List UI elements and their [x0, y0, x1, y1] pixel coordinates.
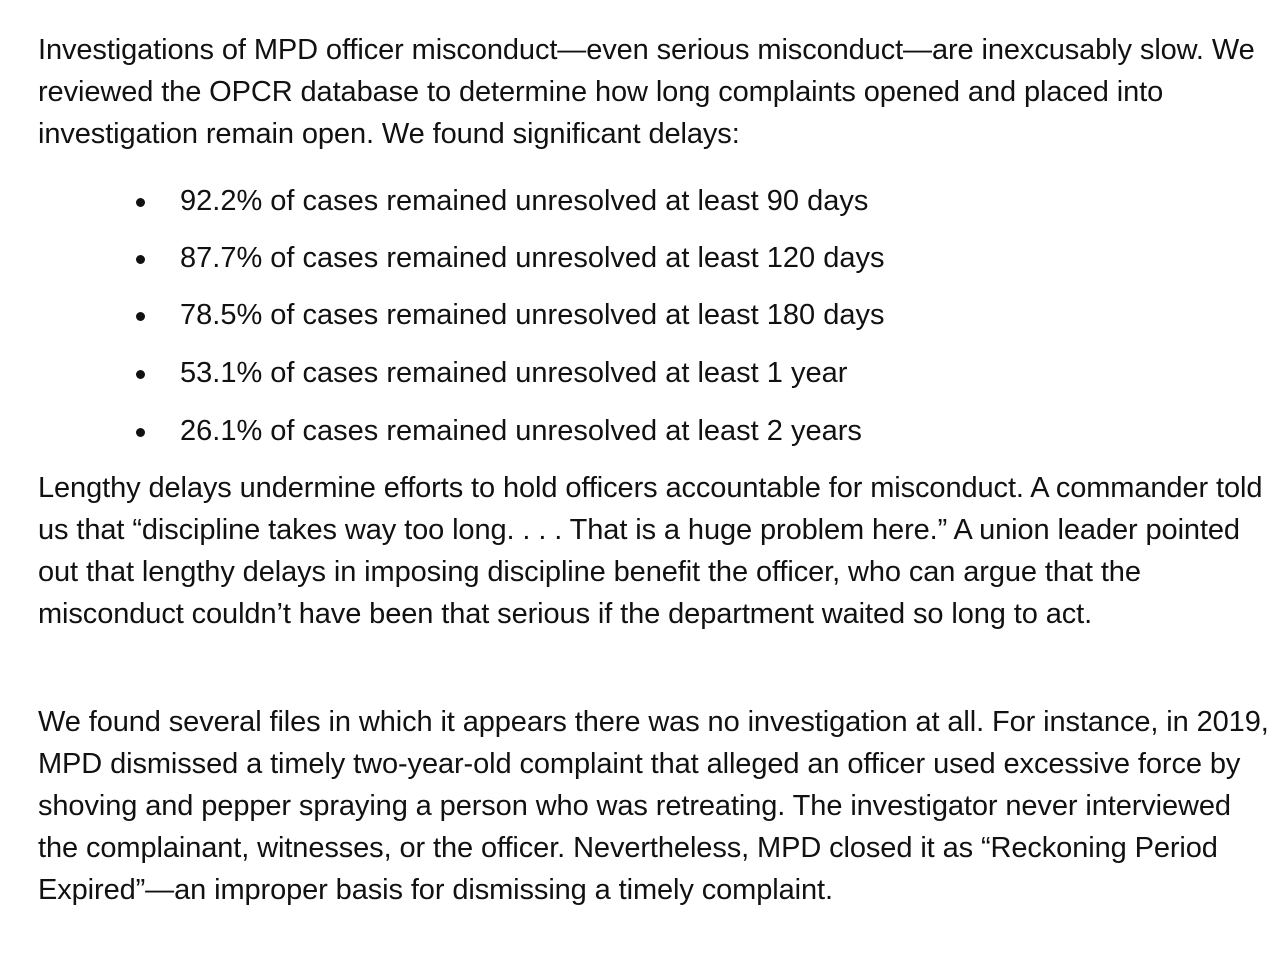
bullet-icon — [136, 370, 145, 379]
list-item-text: 26.1% of cases remained unresolved at least 2 years — [180, 415, 862, 447]
list-item-text: 53.1% of cases remained unresolved at least 1 year — [180, 357, 848, 389]
intro-paragraph: Investigations of MPD officer misconduct—even serious misconduct—are inexcusably slow. We reviewed the OPCR database to determine how long complaints opened and placed into investigation remain open. We found significant delays: — [38, 34, 1255, 150]
list-item-text: 78.5% of cases remained unresolved at least 180 days — [180, 299, 885, 331]
bullet-icon — [136, 198, 145, 207]
bullet-icon — [136, 312, 145, 321]
list-item-text: 87.7% of cases remained unresolved at least 120 days — [180, 242, 885, 274]
no-investigation-paragraph: We found several files in which it appears there was no investigation at all. For instance, in 2019, MPD dismissed a timely two-year-old complaint that alleged an officer used excessive force by shoving and pepper spraying a person who was retreating. The investigator never interviewed the complainant, witnesses, or the officer. Nevertheless, MPD closed it as “Reckoning Period Expired”—an improper basis for dismissing a timely complaint. — [38, 706, 1269, 906]
delays-paragraph: Lengthy delays undermine efforts to hold officers accountable for misconduct. A commander told us that “discipline takes way too long. . . . That is a huge problem here.” A union leader pointed out that lengthy delays in imposing discipline benefit the officer, who can argue that the misconduct couldn’t have been that serious if the department waited so long to act. — [38, 472, 1263, 630]
list-item-text: 92.2% of cases remained unresolved at least 90 days — [180, 185, 869, 217]
bullet-icon — [136, 428, 145, 437]
bullet-icon — [136, 255, 145, 264]
